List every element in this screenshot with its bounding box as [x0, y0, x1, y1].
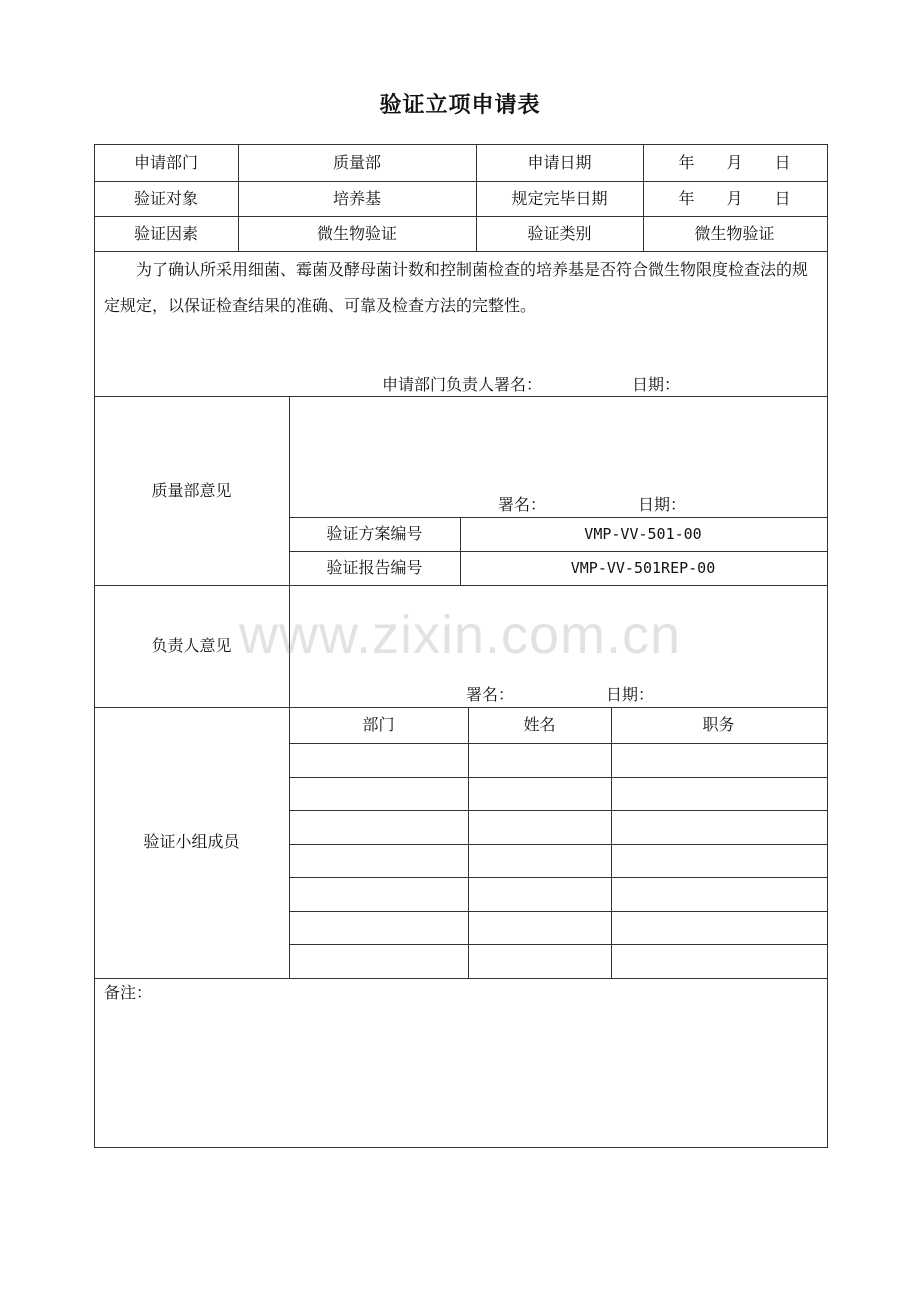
dept-head-sign-label: 申请部门负责人署名： [382, 375, 543, 394]
team-col-name: 姓名 [523, 715, 556, 734]
deadline-label: 规定完毕日期 [511, 189, 608, 208]
manager-sign-label: 署名： [466, 685, 515, 704]
rule [289, 777, 827, 778]
apply-date-value: 年 月 日 [678, 153, 791, 172]
report-no-value: VMP-VV-501REP-00 [570, 559, 716, 577]
report-no-label: 验证报告编号 [326, 558, 423, 577]
rule [94, 585, 827, 586]
rule [94, 396, 827, 397]
validation-object-value: 培养基 [332, 189, 381, 208]
rule [94, 181, 827, 182]
manager-opinion-label: 负责人意见 [151, 636, 232, 655]
team-col-position: 职务 [702, 715, 735, 734]
validation-category-label: 验证类别 [527, 224, 592, 243]
validation-object-label: 验证对象 [133, 189, 198, 208]
team-label: 验证小组成员 [143, 832, 240, 851]
rule [289, 517, 827, 518]
quality-sign-label: 署名： [498, 495, 547, 514]
rule [289, 396, 290, 978]
apply-date-label: 申请日期 [527, 153, 592, 172]
rule [289, 743, 827, 744]
plan-no-label: 验证方案编号 [326, 524, 423, 543]
rule [289, 944, 827, 945]
form-title: 验证立项申请表 [379, 92, 541, 118]
manager-date-label: 日期： [606, 685, 655, 704]
plan-no-value: VMP-VV-501-00 [584, 525, 702, 543]
dept-head-date-label: 日期： [632, 375, 681, 394]
validation-factor-value: 微生物验证 [316, 224, 397, 243]
rule [289, 810, 827, 811]
rule [289, 911, 827, 912]
validation-category-value: 微生物验证 [694, 224, 775, 243]
rule [289, 844, 827, 845]
apply-dept-label: 申请部门 [133, 153, 198, 172]
purpose-text: 为了确认所采用细菌、霉菌及酵母菌计数和控制菌检查的培养基是否符合微生物限度检查法的规定规定，以保证检查结果的准确、可靠及检查方法的完整性。 [104, 260, 809, 315]
deadline-value: 年 月 日 [678, 189, 791, 208]
quality-opinion-label: 质量部意见 [151, 481, 232, 500]
apply-dept-value: 质量部 [332, 153, 381, 172]
quality-date-label: 日期： [638, 495, 687, 514]
team-col-dept: 部门 [362, 715, 395, 734]
watermark: www.zixin.com.cn [238, 605, 682, 665]
rule [94, 216, 827, 217]
rule [94, 978, 827, 979]
rule [289, 551, 827, 552]
rule [468, 707, 469, 978]
rule [94, 707, 827, 708]
rule [611, 707, 612, 978]
rule [289, 877, 827, 878]
validation-factor-label: 验证因素 [133, 224, 198, 243]
remarks-label: 备注： [104, 983, 153, 1002]
